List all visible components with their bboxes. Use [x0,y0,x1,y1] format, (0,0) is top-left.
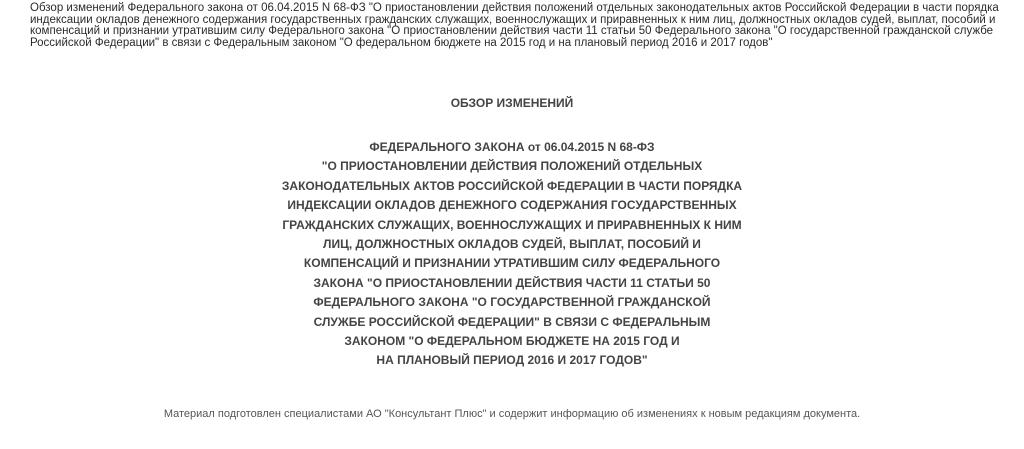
overview-heading: ОБЗОР ИЗМЕНЕНИЙ [450,96,574,110]
law-title-line: "О ПРИОСТАНОВЛЕНИИ ДЕЙСТВИЯ ПОЛОЖЕНИЙ ОТДЕЛЬНЫХ [321,159,703,174]
law-title-line: ИНДЕКСАЦИИ ОКЛАДОВ ДЕНЕЖНОГО СОДЕРЖАНИЯ ГОСУДАРСТВЕННЫХ [287,198,737,213]
law-title-line: ГРАЖДАНСКИХ СЛУЖАЩИХ, ВОЕННОСЛУЖАЩИХ И ПРИРАВНЕННЫХ К НИМ [282,217,742,232]
law-title-block [0,138,1024,371]
law-title-line: ФЕДЕРАЛЬНОГО ЗАКОНА от 06.04.2015 N 68-ФЗ [369,140,655,154]
law-title-line: ЛИЦ, ДОЛЖНОСТНЫХ ОКЛАДОВ СУДЕЙ, ВЫПЛАТ, ПОСОБИЙ И [323,237,701,252]
document-header-title: Обзор изменений Федерального закона от 06.04.2015 N 68-ФЗ "О приостановлении действия положений отдельных законодательных актов Российской Федерации в части порядка индексации окладов денежного содержания государственных гражданских служащих, военнослужащих и приравненных к ним лиц, должностных окладов судей, выплат, пособий и компенсаций и признании утратившим силу Федерального закона "О приостановлении действия части 11 статьи 50 Федерального закона "О государственной гражданской службе Российской Федерации" в связи с Федеральным законом "О федеральном бюджете на 2015 год и на плановый период 2016 и 2017 годов" [30,2,999,49]
law-title-line: ЗАКОНОМ "О ФЕДЕРАЛЬНОМ БЮДЖЕТЕ НА 2015 ГОД И [344,334,680,349]
law-title-line: СЛУЖБЕ РОССИЙСКОЙ ФЕДЕРАЦИИ" В СВЯЗИ С ФЕДЕРАЛЬНЫМ [313,314,711,329]
law-title-line: КОМПЕНСАЦИЙ И ПРИЗНАНИИ УТРАТИВШИМ СИЛУ ФЕДЕРАЛЬНОГО [303,256,721,271]
law-title-line: ЗАКОНА "О ПРИОСТАНОВЛЕНИИ ДЕЙСТВИЯ ЧАСТИ 11 СТАТЬИ 50 [313,275,711,290]
law-title-line: НА ПЛАНОВЫЙ ПЕРИОД 2016 И 2017 ГОДОВ" [376,353,648,368]
law-title-line: ЗАКОНОДАТЕЛЬНЫХ АКТОВ РОССИЙСКОЙ ФЕДЕРАЦИИ В ЧАСТИ ПОРЯДКА [281,178,743,193]
law-title-line: ФЕДЕРАЛЬНОГО ЗАКОНА "О ГОСУДАРСТВЕННОЙ ГРАЖДАНСКОЙ [313,295,711,310]
footer-note: Материал подготовлен специалистами АО "Консультант Плюс" и содержит информацию об изменениях к новым редакциям документа. [163,408,861,420]
